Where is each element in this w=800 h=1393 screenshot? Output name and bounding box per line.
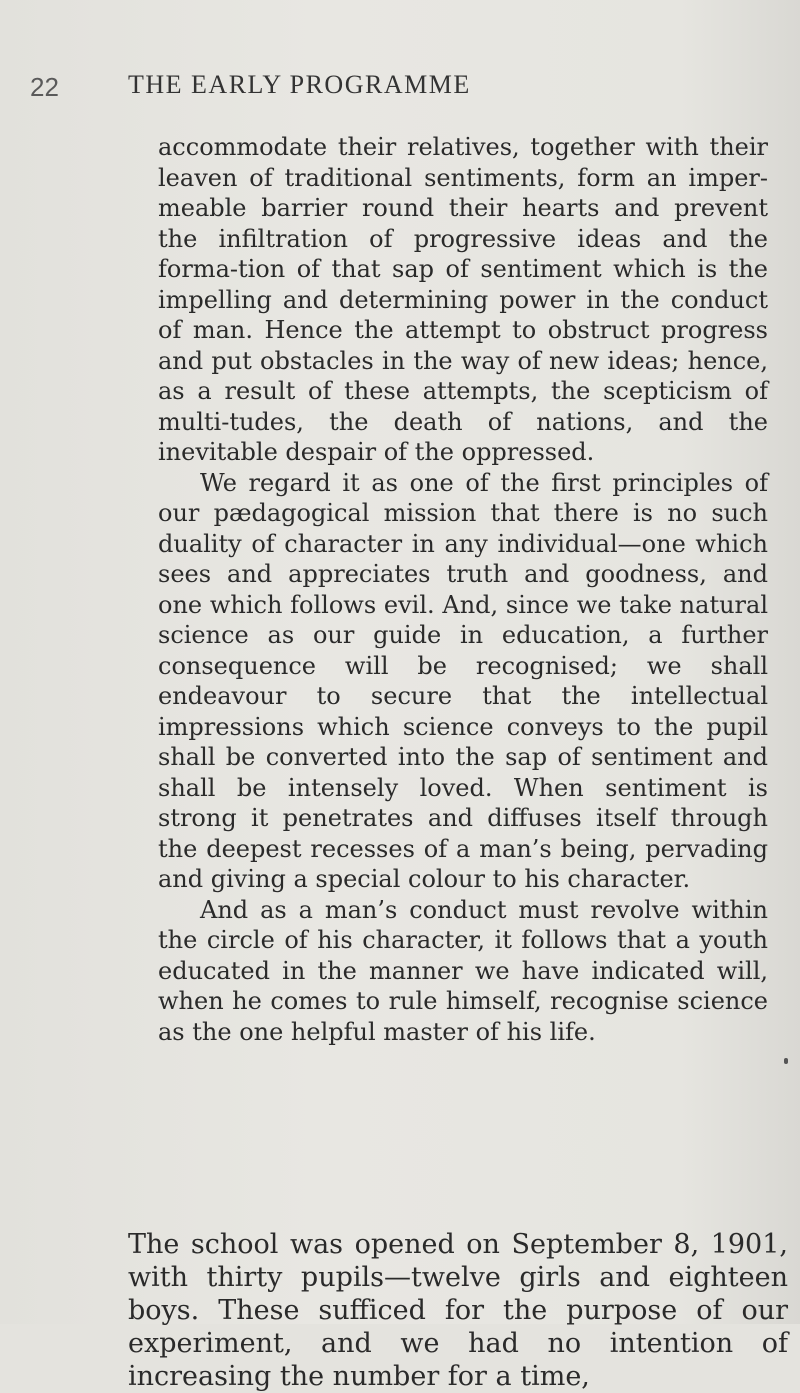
quoted-passage <box>158 132 768 1047</box>
quote-paragraph-3: And as a man’s conduct must revolve within the circle of his character, it follows that a youth educated in the manner we have indicated will, when he comes to rule himself, recognise science as the one helpful master of his life. <box>158 895 768 1046</box>
body-text <box>128 1228 788 1393</box>
paper-speck <box>784 1058 788 1064</box>
quote-paragraph-1: accommodate their relatives, together with their leaven of traditional sentiments, form an imper-meable barrier round their hearts and prevent the infiltration of progressive ideas and the forma-tion of that sap of sentiment which is the impelling and determining power in the conduct of man. Hence the attempt to obstruct progress and put obstacles in the way of new ideas; hence, as a result of these attempts, the scepticism of multi-tudes, the death of nations, and the inevitable despair of the oppressed. <box>158 133 768 466</box>
page-number: 22 <box>30 72 59 102</box>
quote-paragraph-2: We regard it as one of the first principles of our pædagogical mission that there is no such duality of character in any individual—one which sees and appreciates truth and goodness, and one which follows evil. And, since we take natural science as our guide in education, a further consequence will be recognised; we shall endeavour to secure that the intellectual impressions which science conveys to the pupil shall be converted into the sap of sentiment and shall be intensely loved. When sentiment is strong it penetrates and diffuses itself through the deepest recesses of a man’s being, pervading and giving a special colour to his character. <box>158 468 768 893</box>
body-paragraph: The school was opened on September 8, 1901, with thirty pupils—twelve girls and eighteen boys. These sufficed for the purpose of our experiment, and we had no intention of increasing the number for a time, <box>128 1229 788 1392</box>
running-head: THE EARLY PROGRAMME <box>128 70 471 99</box>
